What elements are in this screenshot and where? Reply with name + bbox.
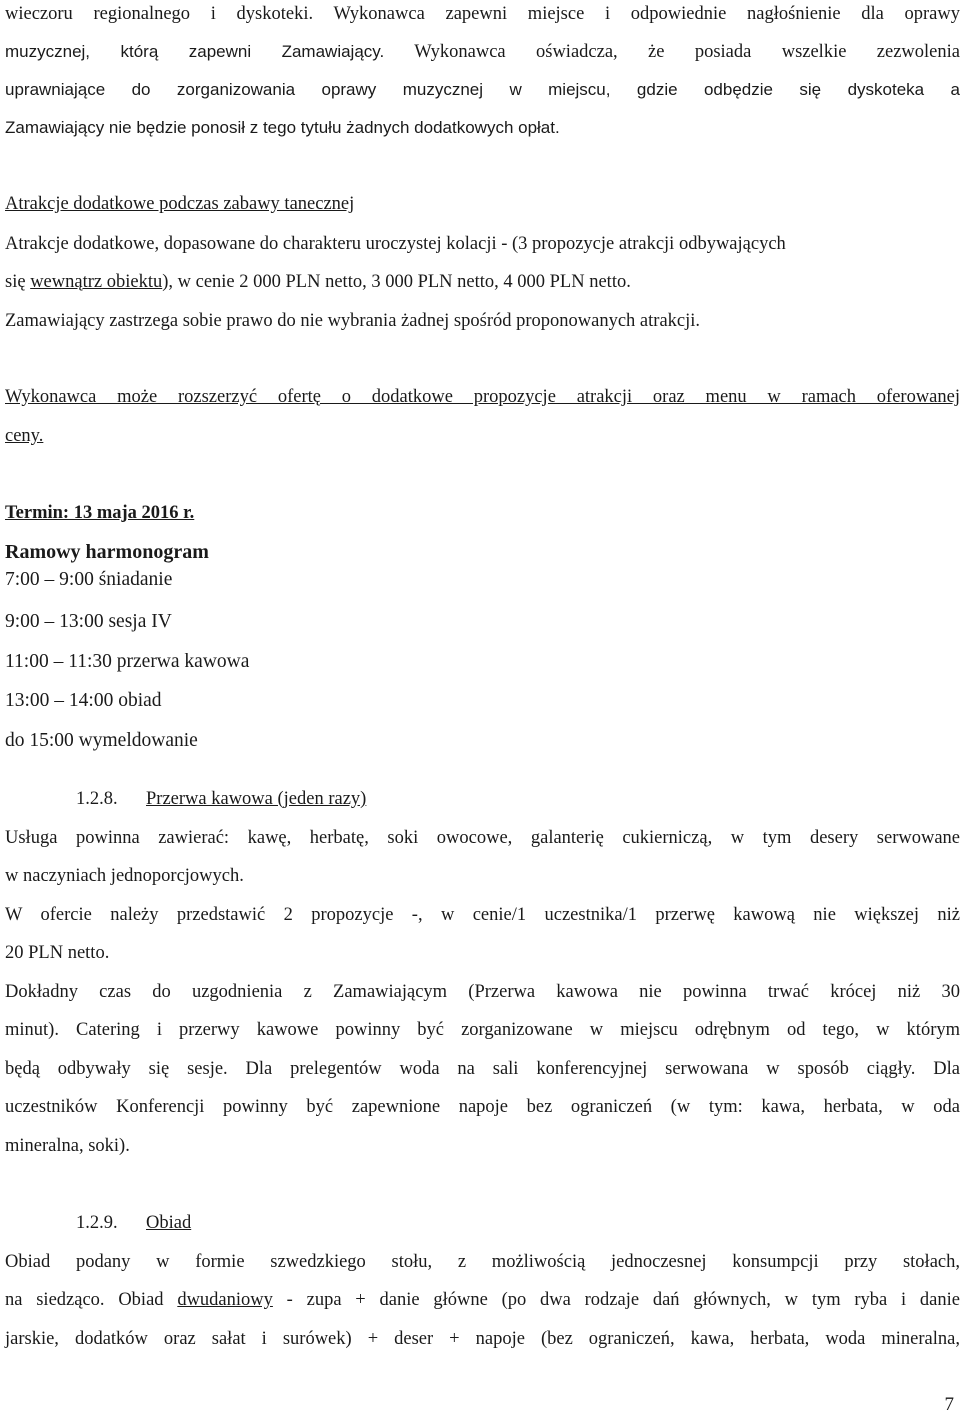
text-segment: się xyxy=(5,272,31,292)
page-number: 7 xyxy=(944,1394,954,1415)
section-heading-coffee xyxy=(76,787,366,811)
section-title: Przerwa kawowa (jeden razy) xyxy=(146,789,367,809)
paragraph-line xyxy=(5,270,631,294)
schedule-item: 7:00 – 9:00 śniadanie xyxy=(5,569,173,590)
underlined-phrase: wewnątrz obiektu xyxy=(30,272,163,292)
paragraph-line: wieczoru regionalnego i dyskoteki. Wykonawca zapewni miejsce i odpowiednie nagłośnienie dla oprawy xyxy=(5,4,960,24)
section-number: 1.2.8. xyxy=(76,789,118,809)
attractions-heading: Atrakcje dodatkowe podczas zabawy tanecznej xyxy=(5,194,355,214)
schedule-item: 11:00 – 11:30 przerwa kawowa xyxy=(5,651,250,672)
offer-line: Wykonawca może rozszerzyć ofertę o dodatkowe propozycje atrakcji oraz menu w ramach oferowanej xyxy=(5,387,960,407)
schedule-item: 13:00 – 14:00 obiad xyxy=(5,690,162,711)
offer-line: ceny. xyxy=(5,426,44,446)
paragraph-line: uprawniające do zorganizowania oprawy muzycznej w miejscu, gdzie odbędzie się dyskoteka a xyxy=(5,80,960,99)
schedule-item: 9:00 – 13:00 sesja IV xyxy=(5,611,172,632)
paragraph-line: W ofercie należy przedstawić 2 propozycje -, w cenie/1 uczestnika/1 przerwę kawową nie większej niż xyxy=(5,905,960,925)
paragraph-line: Usługa powinna zawierać: kawę, herbatę, soki owocowe, galanterię cukierniczą, w tym desery serwowane xyxy=(5,828,960,848)
paragraph-line: Zamawiający nie będzie ponosił z tego tytułu żadnych dodatkowych opłat. xyxy=(5,118,560,137)
paragraph-line xyxy=(5,1288,960,1312)
paragraph-line: minut). Catering i przerwy kawowe powinny być zorganizowane w miejscu odrębnym od tego, w którym xyxy=(5,1020,960,1040)
paragraph-line: mineralna, soki). xyxy=(5,1136,130,1156)
text-segment: ), w cenie 2 000 PLN netto, 3 000 PLN netto, 4 000 PLN netto. xyxy=(162,272,631,292)
paragraph-line xyxy=(5,40,960,64)
paragraph-line: Dokładny czas do uzgodnienia z Zamawiającym (Przerwa kawowa nie powinna trwać krócej niż 30 xyxy=(5,982,960,1002)
paragraph-line: Obiad podany w formie szwedzkiego stołu, z możliwością jednoczesnej konsumpcji przy stołach, xyxy=(5,1252,960,1272)
section-heading-lunch xyxy=(76,1211,191,1235)
section-number: 1.2.9. xyxy=(76,1213,118,1233)
paragraph-line: Atrakcje dodatkowe, dopasowane do charakteru uroczystej kolacji - (3 propozycje atrakcji odbywających xyxy=(5,234,786,254)
paragraph-line: uczestników Konferencji powinny być zapewnione napoje bez ograniczeń (w tym: kawa, herbata, w oda xyxy=(5,1097,960,1117)
paragraph-line: Zamawiający zastrzega sobie prawo do nie wybrania żadnej spośród proponowanych atrakcji. xyxy=(5,311,701,331)
paragraph-line: jarskie, dodatków oraz sałat i surówek) + deser + napoje (bez ograniczeń, kawa, herbata, woda mineralna, xyxy=(5,1329,960,1349)
schedule-title: Ramowy harmonogram xyxy=(5,541,209,563)
text-segment: na siedząco. Obiad xyxy=(5,1290,178,1310)
text-segment: - zupa + danie główne (po dwa rodzaje dań głównych, w tym ryba i danie xyxy=(272,1290,960,1310)
paragraph-line: w naczyniach jednoporcjowych. xyxy=(5,866,244,886)
schedule-item: do 15:00 wymeldowanie xyxy=(5,730,198,751)
termin-heading: Termin: 13 maja 2016 r. xyxy=(5,503,195,523)
section-title: Obiad xyxy=(146,1213,192,1233)
paragraph-line: 20 PLN netto. xyxy=(5,943,110,963)
paragraph-line-sans: muzycznej, którą zapewni Zamawiający. xyxy=(5,42,385,61)
paragraph-line: będą odbywały się sesje. Dla prelegentów woda na sali konferencyjnej serwowana w sposób ciągły. Dla xyxy=(5,1059,960,1079)
paragraph-line-serif: Wykonawca oświadcza, że posiada wszelkie zezwolenia xyxy=(384,42,960,62)
underlined-phrase: dwudaniowy xyxy=(177,1290,273,1310)
